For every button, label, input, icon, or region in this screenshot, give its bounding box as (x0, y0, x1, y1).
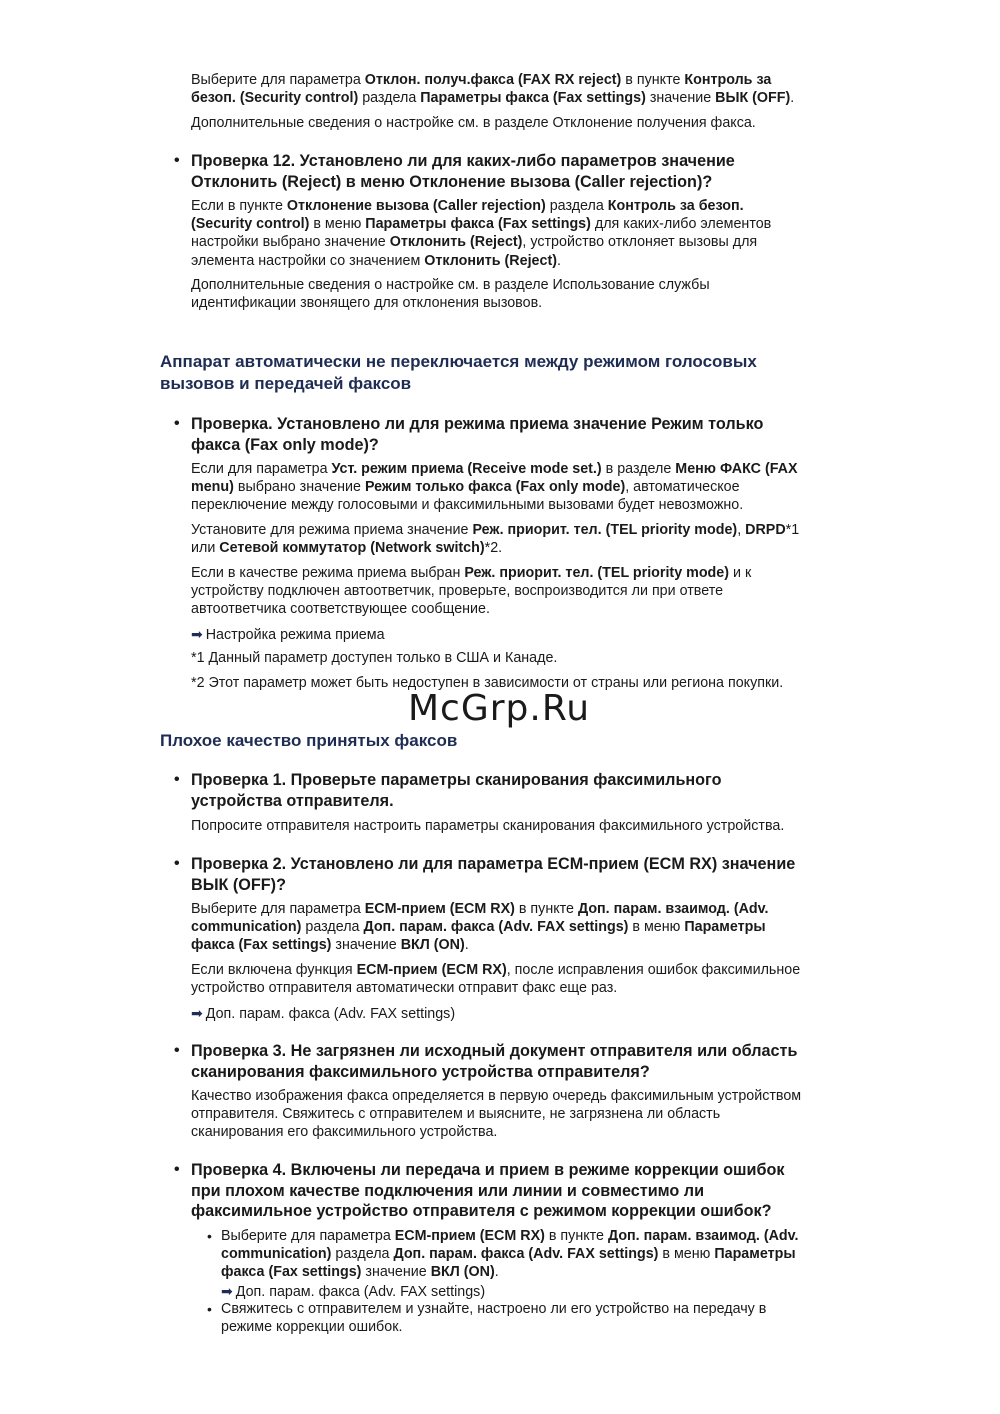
bullet: • (174, 1161, 180, 1178)
check-2-title: Проверка 2. Установлено ли для параметра ECM-прием (ECM RX) значение ВЫК (OFF)? (191, 855, 796, 894)
bullet: • (174, 771, 180, 788)
check-4-adv-fax-settings-link[interactable]: ➡ Доп. парам. факса (Adv. FAX settings) (221, 1283, 486, 1300)
arrow-right-icon: ➡ (191, 1005, 203, 1021)
bullet: • (174, 415, 180, 432)
check-4-step-2: Свяжитесь с отправителем и узнайте, настроено ли его устройство на передачу в режиме коррекции ошибок. (221, 1301, 767, 1336)
footnote-1: *1 Данный параметр доступен только в США и Канаде. (191, 650, 558, 666)
adv-fax-settings-link[interactable]: ➡ Доп. парам. факса (Adv. FAX settings) (191, 1005, 456, 1022)
section-title-poor-quality: Плохое качество принятых факсов (160, 731, 458, 750)
check-receive-mode-title: Проверка. Установлено ли для режима приема значение Режим только факса (Fax only mode)? (191, 415, 764, 454)
sub-bullet: • (207, 1301, 212, 1317)
fax-rx-reject-more-info: Дополнительные сведения о настройке см. в разделе Отклонение получения факса. (191, 115, 756, 131)
arrow-right-icon: ➡ (221, 1283, 233, 1299)
watermark-text: McGrp.Ru (408, 688, 591, 729)
check-4-title: Проверка 4. Включены ли передача и прием в режиме коррекции ошибок при плохом качестве подключения или линии и совместимо ли факсимильное устройство отправителя с режимом коррекции ошибок? (191, 1161, 785, 1220)
check-2-body-2: Если включена функция ECM-прием (ECM RX), после исправления ошибок факсимильное устройство отправителя автоматически отправит факс еще раз. (191, 962, 801, 997)
bullet: • (174, 855, 180, 872)
check-3-title: Проверка 3. Не загрязнен ли исходный документ отправителя или область сканирования факсимильного устройства отправителя? (191, 1042, 798, 1081)
bullet: • (174, 152, 180, 169)
check-1-title: Проверка 1. Проверьте параметры сканирования факсимильного устройства отправителя. (191, 771, 722, 810)
receive-mode-body-2: Установите для режима приема значение Реж. приорит. тел. (TEL priority mode), DRPD*1 или Сетевой коммутатор (Network switch)*2. (191, 522, 800, 557)
check-1-body: Попросите отправителя настроить параметры сканирования факсимильного устройства. (191, 818, 785, 834)
receive-mode-link[interactable]: ➡ Настройка режима приема (191, 626, 385, 643)
check-12-title: Проверка 12. Установлено ли для каких-либо параметров значение Отклонить (Reject) в меню Отклонение вызова (Caller rejection)? (191, 152, 735, 191)
check-12-more-info: Дополнительные сведения о настройке см. в разделе Использование службы идентификации звонящего для отклонения вызовов. (191, 277, 710, 312)
check-4-step-1: Выберите для параметра ECM-прием (ECM RX) в пункте Доп. парам. взаимод. (Adv. communication) раздела Доп. парам. факса (Adv. FAX settings) в меню Параметры факса (Fax settings) значение ВКЛ (ON). (221, 1228, 799, 1281)
check-2-body: Выберите для параметра ECM-прием (ECM RX) в пункте Доп. парам. взаимод. (Adv. communication) раздела Доп. парам. факса (Adv. FAX settings) в меню Параметры факса (Fax settings) значение ВКЛ (ON). (191, 901, 769, 954)
bullet: • (174, 1042, 180, 1059)
check-3-body: Качество изображения факса определяется в первую очередь факсимильным устройством отправителя. Свяжитесь с отправителем и выясните, не загрязнена ли область сканирования его факсимильного устройства. (191, 1088, 802, 1141)
section-title-auto-switch: Аппарат автоматически не переключается между режимом голосовых вызовов и передачей факсов (160, 352, 757, 393)
arrow-right-icon: ➡ (191, 626, 203, 642)
check-12-body: Если в пункте Отклонение вызова (Caller rejection) раздела Контроль за безоп. (Security control) в меню Параметры факса (Fax settings) для каких-либо элементов настройки выбрано значение Отклонить (Reject), устройство отклоняет вызовы для элемента настройки со значением Отклонить (Reject). (191, 198, 772, 269)
sub-bullet: • (207, 1228, 212, 1244)
footnote-2: *2 Этот параметр может быть недоступен в зависимости от страны или региона покупки. (191, 675, 784, 691)
receive-mode-body-3: Если в качестве режима приема выбран Реж. приорит. тел. (TEL priority mode) и к устройству подключен автоответчик, проверьте, воспроизводится ли при ответе автоответчика соответствующее сообщение. (191, 565, 752, 618)
receive-mode-body-1: Если для параметра Уст. режим приема (Receive mode set.) в разделе Меню ФАКС (FAX menu) выбрано значение Режим только факса (Fax only mode), автоматическое переключение между голосовыми и факсимильными вызовами будет невозможно. (191, 461, 798, 514)
fax-rx-reject-instruction: Выберите для параметра Отклон. получ.факса (FAX RX reject) в пункте Контроль за безоп. (Security control) раздела Параметры факса (Fax settings) значение ВЫК (OFF). (191, 72, 795, 107)
